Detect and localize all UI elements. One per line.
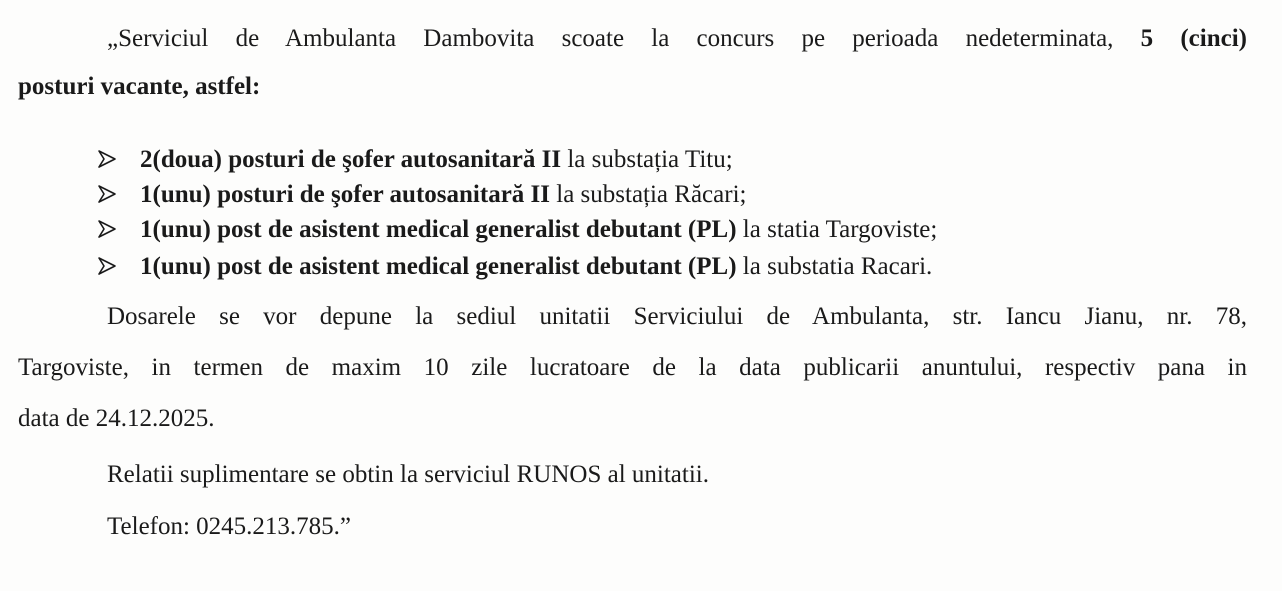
- bullet-text-1: [140, 145, 733, 175]
- intro-line-2: [18, 72, 260, 102]
- bullet-bold-3: 1(unu) post de asistent medical generalist debutant (PL): [140, 216, 737, 243]
- relatii-text: Relatii suplimentare se obtin la serviciul RUNOS al unitatii.: [107, 461, 709, 488]
- bullet-text-4: [140, 252, 932, 282]
- dosare-line-3: [18, 404, 214, 434]
- relatii-line: [107, 460, 709, 490]
- bullet-text-3: [140, 215, 937, 245]
- bullet-text-2: [140, 180, 746, 210]
- arrowhead-bullet-icon: [97, 149, 117, 169]
- bullet-item-1: [97, 145, 117, 175]
- arrowhead-bullet-icon: [97, 256, 117, 276]
- dosare-text-2: Targoviste, in termen de maxim 10 zile lucratoare de la data publicarii anuntului, respectiv pana in: [18, 354, 1247, 381]
- bullet-rest-3: la statia Targoviste;: [742, 216, 938, 243]
- arrowhead-bullet-icon: [97, 219, 117, 239]
- dosare-line-2: [18, 353, 1247, 383]
- bullet-item-4: [97, 252, 117, 282]
- telefon-text: Telefon: 0245.213.785.”: [107, 513, 352, 540]
- telefon-line: [107, 512, 351, 542]
- intro-text: „Serviciul de Ambulanta Dambovita scoate la concurs pe perioada nedeterminata,: [107, 25, 1114, 52]
- bullet-bold-2: 1(unu) posturi de şofer autosanitară II: [140, 181, 550, 208]
- bullet-bold-1: 2(doua) posturi de şofer autosanitară II: [140, 146, 562, 173]
- bullet-rest-4: la substatia Racari.: [742, 253, 933, 280]
- dosare-text-3: data de 24.12.2025.: [18, 405, 215, 432]
- bullet-rest-1: la substația Titu;: [567, 146, 733, 173]
- bullet-rest-2: la substația Răcari;: [556, 181, 747, 208]
- intro-count: 5 (cinci): [1140, 25, 1247, 52]
- dosare-line-1: [107, 302, 1247, 332]
- bullet-bold-4: 1(unu) post de asistent medical generalist debutant (PL): [140, 253, 737, 280]
- intro-line-1: [107, 24, 1247, 54]
- intro-subtitle: posturi vacante, astfel:: [18, 73, 261, 100]
- arrowhead-bullet-icon: [97, 184, 117, 204]
- bullet-item-3: [97, 215, 117, 245]
- dosare-text-1: Dosarele se vor depune la sediul unitatii Serviciului de Ambulanta, str. Iancu Jianu, nr. 78,: [107, 303, 1247, 330]
- bullet-item-2: [97, 180, 117, 210]
